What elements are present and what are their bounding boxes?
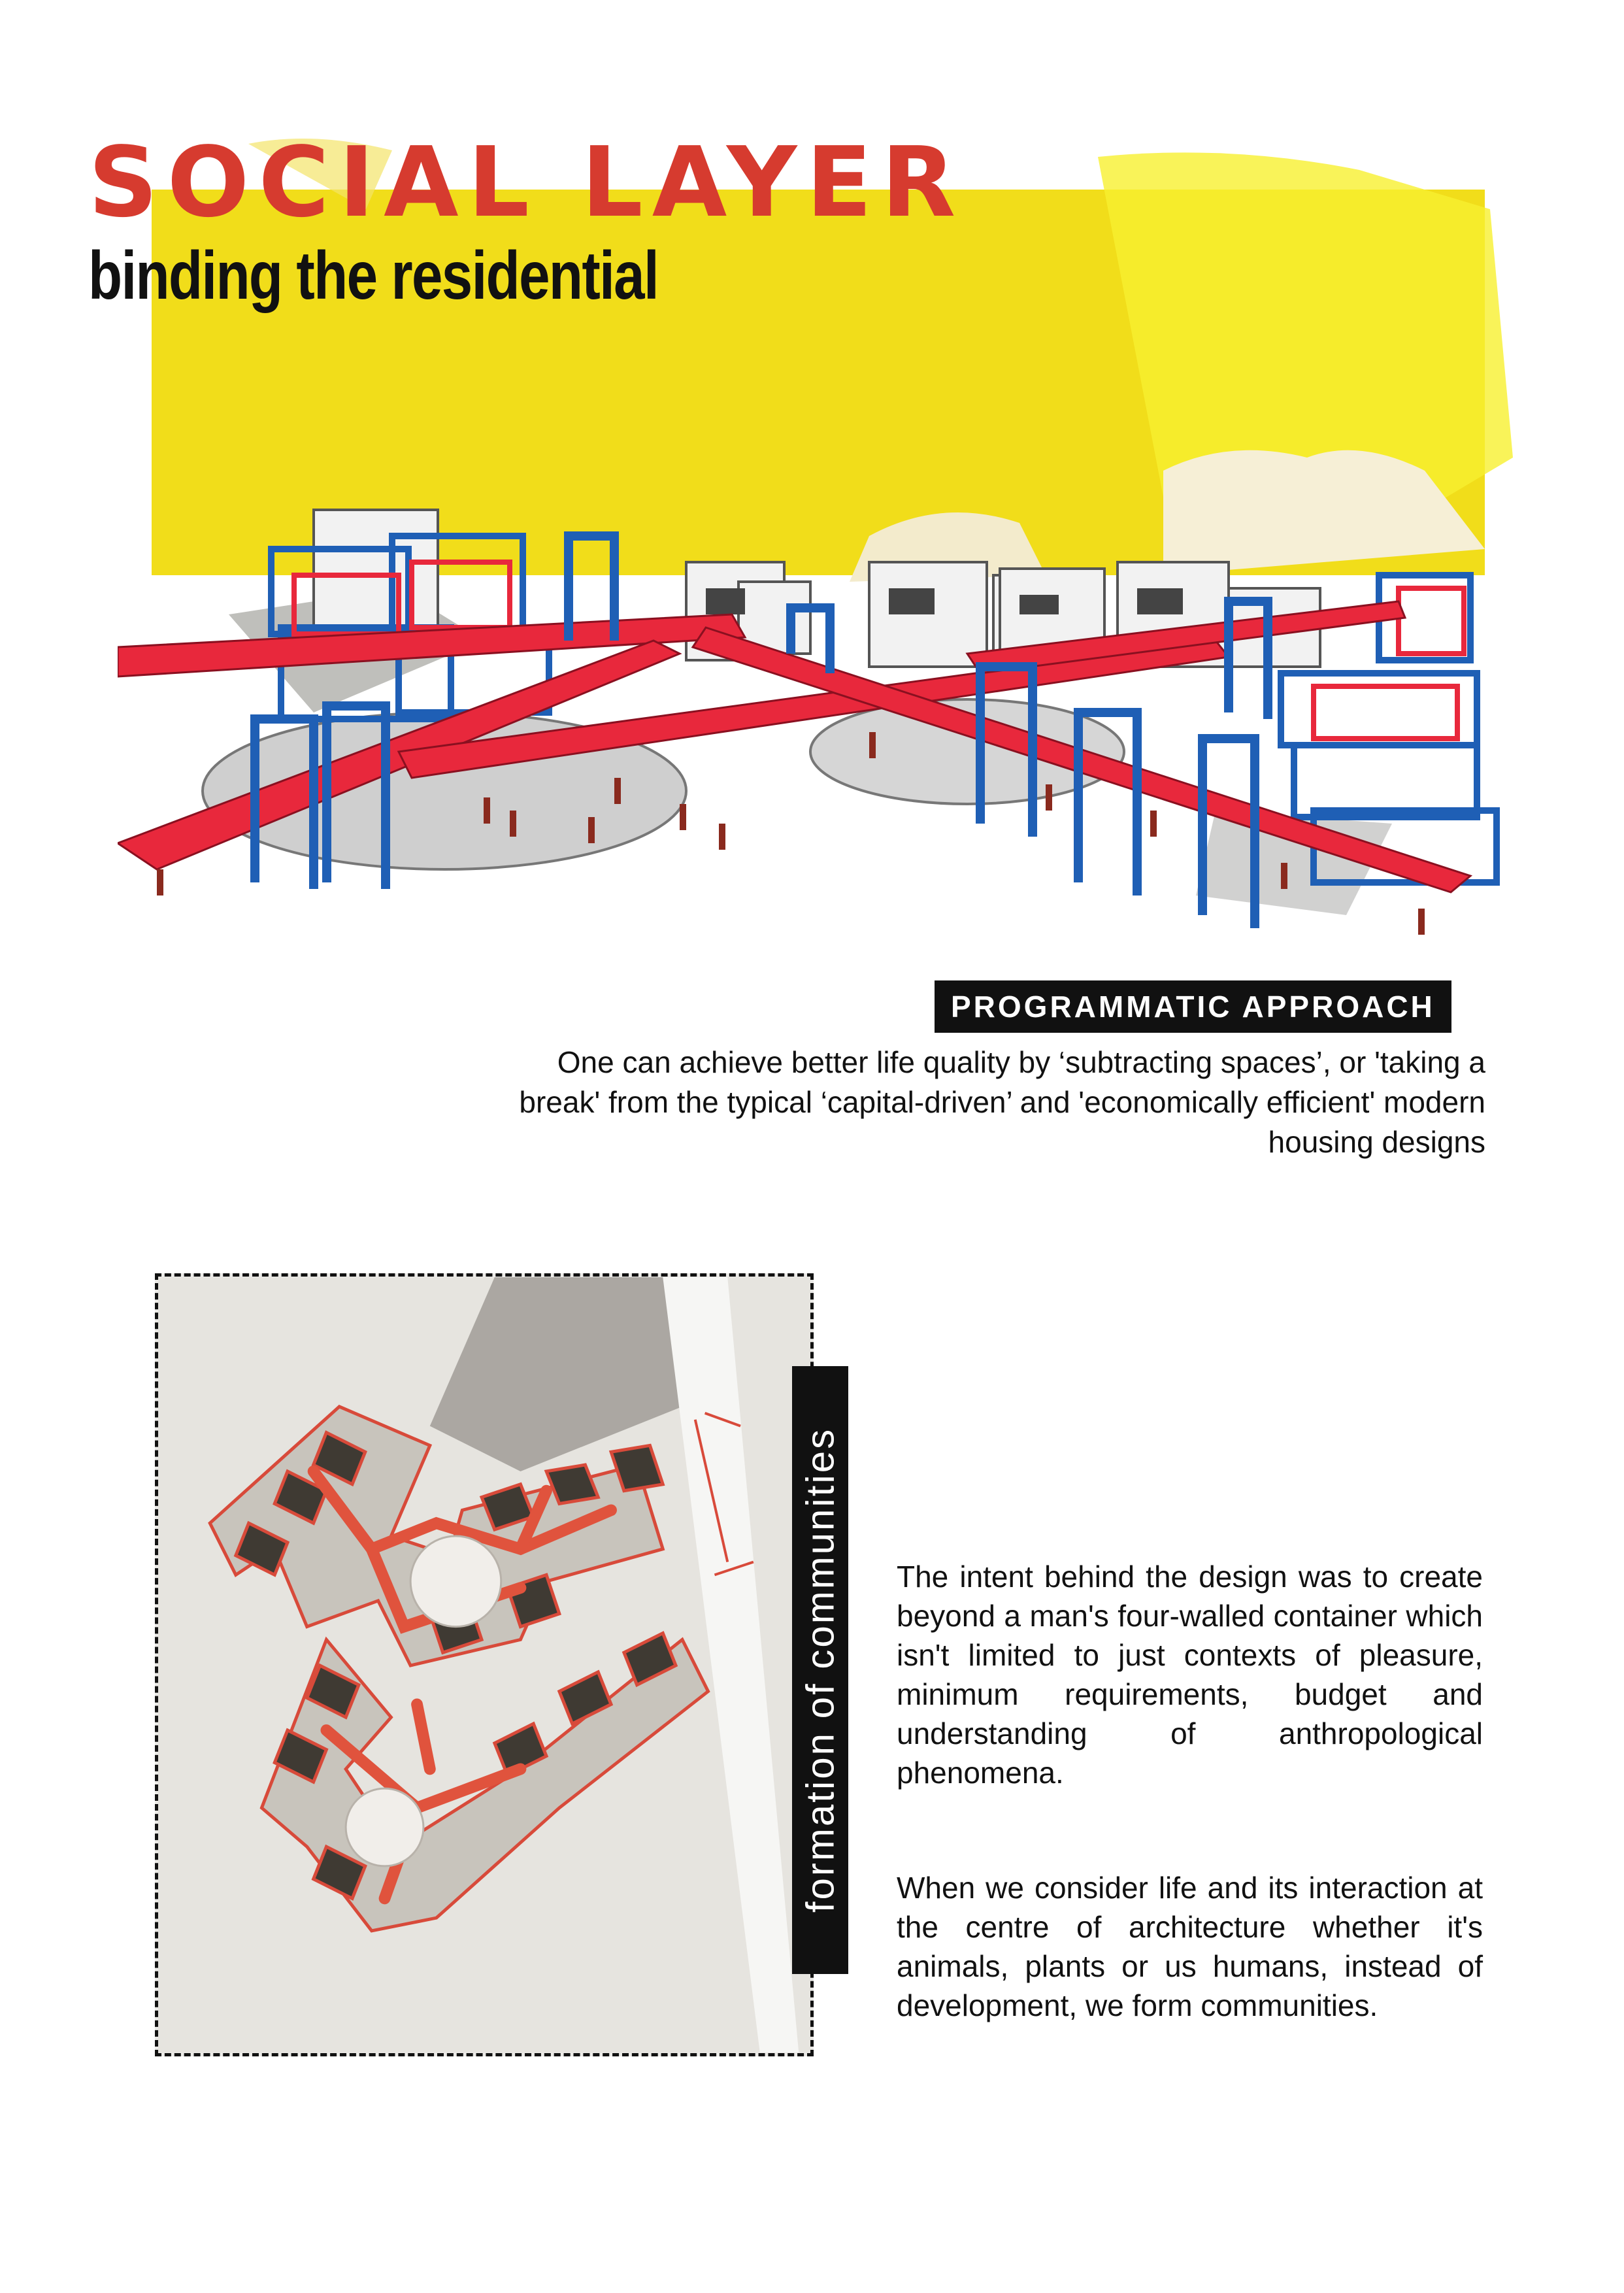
page-title: SOCIAL LAYER [88, 126, 965, 239]
site-plan-frame [155, 1273, 814, 2056]
site-plan-drawing [158, 1277, 810, 2053]
programmatic-approach-text: One can achieve better life quality by ‘subtracting spaces’, or 'taking a break' from the typical ‘capital-driven’ and 'economically efficient' modern housing designs [519, 1045, 1485, 1159]
formation-of-communities-label [792, 1366, 848, 1974]
body-paragraph-communities: When we consider life and its interaction at the centre of architecture whether it's animals, plants or us humans, instead of development, we form communities. [897, 1871, 1483, 2022]
page-subtitle: binding the residential [88, 238, 659, 314]
body-paragraph-intent: The intent behind the design was to create beyond a man's four-walled container which isn't limited to just contexts of pleasure, minimum requirements, budget and understanding of anthropological phenomena. [897, 1560, 1483, 1790]
plan-label-text: formation of communities [798, 1427, 842, 1913]
programmatic-approach-label: PROGRAMMATIC APPROACH [935, 980, 1451, 1033]
